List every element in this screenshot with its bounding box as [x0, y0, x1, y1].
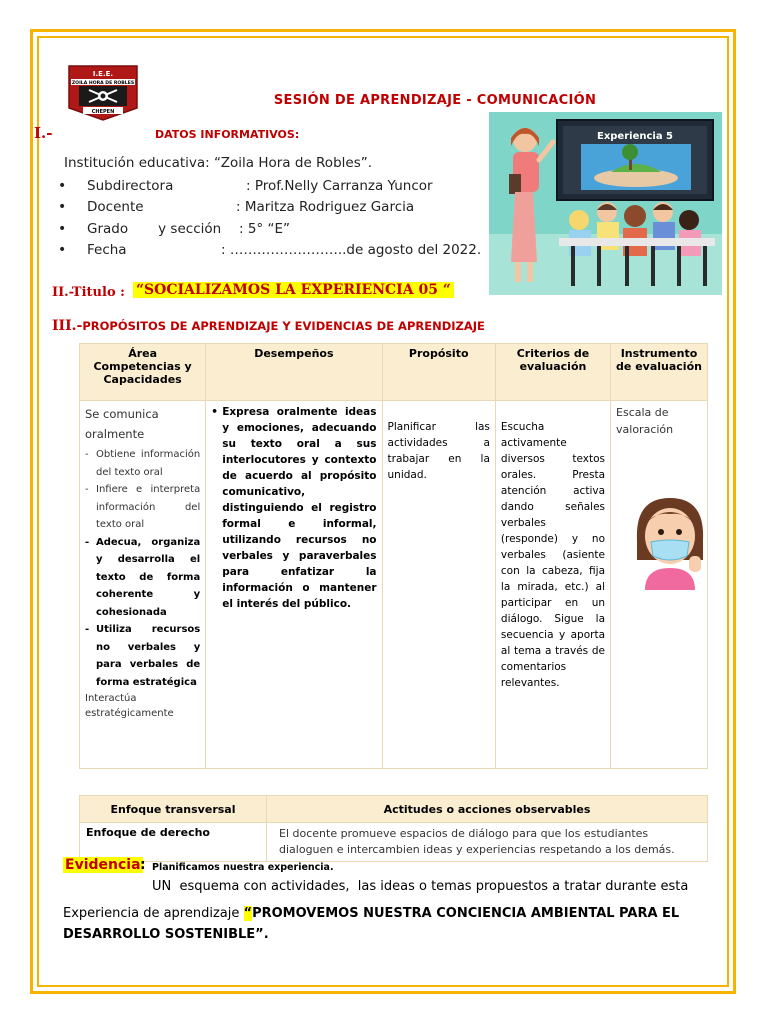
proposito-cell: [382, 401, 495, 769]
desempeno-item: • Expresa oralmente ideas y emociones, adecuando su texto oral a sus interlocutores y contexto de acuerdo al propósito comunicativo, distinguiendo el registro formal e informal, utilizando recursos no verbales y paraverbales para enfatizar la información o mantener el interés del público.: [211, 406, 377, 610]
table-header-cell: Desempeños: [206, 344, 382, 401]
section2-title: “SOCIALIZAMOS LA EXPERIENCIA 05 “: [133, 282, 454, 298]
table-header-row: [80, 344, 708, 401]
evidencia-experience: [63, 903, 713, 945]
table-header-cell: Criterios de evaluación: [495, 344, 610, 401]
info-row-value: : ……………………..de agosto del 2022.: [221, 242, 482, 258]
info-row-value: : 5° “E”: [239, 221, 290, 237]
purposes-table: [79, 343, 708, 769]
table-header-cell: Propósito: [382, 344, 495, 401]
evidencia-description: UN esquema con actividades, las ideas o temas propuestos a tratar durante esta: [152, 879, 689, 894]
info-row-label: Grado y sección: [87, 221, 222, 237]
experience-quote: “: [243, 906, 253, 921]
table-header-cell: Instrumento de evaluación: [611, 344, 708, 401]
proposito-text: Planificar las actividades a trabajar en la unidad.: [387, 421, 490, 481]
classroom-illustration: [489, 112, 722, 295]
evidencia-colon: :: [140, 857, 146, 873]
experience-prefix: Experiencia de aprendizaje: [63, 906, 244, 921]
logo-name-text: ZOILA HORA DE ROBLES: [71, 81, 135, 86]
table-header-cell: Área Competencias y Capacidades: [80, 344, 206, 401]
table-header-cell: Actitudes o acciones observables: [267, 796, 708, 823]
criterios-text: Escucha activamente diversos textos orales. Presta atención activa dando señales verbales (responde) y no verbales (asiente con la cabeza, fija la mirada, etc.) al participar en un diálogo. Sigue la secuencia y aporta al tema a través de comentarios relevantes.: [500, 421, 606, 689]
criterios-cell: [495, 401, 610, 769]
section1-number: I.-: [34, 124, 53, 142]
info-row-label: Docente: [87, 199, 144, 215]
info-row-label: Fecha: [87, 242, 127, 258]
competencias-cell: [80, 401, 206, 769]
student-mask-illustration: [625, 490, 715, 590]
table-row: [80, 401, 708, 769]
info-row-value: : Maritza Rodriguez Garcia: [236, 199, 415, 215]
evidencia-text: Planificamos nuestra experiencia.: [152, 862, 334, 873]
logo-top-text: I.E.E.: [92, 70, 114, 78]
table-header-row: [80, 796, 708, 823]
experience-title: PROMOVEMOS NUESTRA CONCIENCIA AMBIENTAL PARA EL DESARROLLO SOSTENIBLE”.: [63, 906, 680, 942]
desempenos-cell: [206, 401, 382, 769]
evidencia-label: Evidencia: [65, 857, 141, 873]
page-title: SESIÓN DE APRENDIZAJE - COMUNICACIÓN: [273, 93, 597, 108]
board-title: Experiencia 5: [596, 131, 674, 142]
school-logo: [67, 64, 139, 122]
logo-city-text: CHEPEN: [91, 109, 115, 115]
list-item: - Utiliza recursos no verbales y para verbales de forma estratégica: [85, 621, 200, 691]
section2-label: II.-Titulo :: [52, 285, 125, 300]
instrumento-text: Escala de valoración: [616, 406, 674, 436]
section1-label: DATOS INFORMATIVOS:: [155, 128, 300, 141]
section3-number: III.-: [52, 318, 83, 334]
competencia-text: Se comunica oralmente: [85, 407, 159, 441]
table-header-cell: Enfoque transversal: [80, 796, 267, 823]
list-item: - Obtiene información del texto oral: [85, 446, 200, 481]
info-row-value: : Prof.Nelly Carranza Yuncor: [246, 178, 433, 194]
list-item: - Infiere e interpreta información del texto oral: [85, 481, 200, 534]
table-row: [80, 823, 708, 862]
section3-heading: [52, 318, 485, 334]
enfoque-table: [79, 795, 708, 862]
desempeno-text: Expresa oralmente ideas y emociones, adecuando su texto oral a sus interlocutores y contexto de acuerdo al propósito comunicativo, distinguiendo el registro formal e informal, utilizando recursos no verbales y paraverbales para enfatizar la información o mantener el interés del público.: [222, 406, 377, 610]
section3-label: PROPÓSITOS DE APRENDIZAJE Y EVIDENCIAS DE APRENDIZAJE: [82, 319, 485, 333]
interactua-text: Interactúa estratégicamente: [85, 693, 174, 719]
capacidades-list: [85, 446, 200, 691]
info-row-label: Subdirectora: [87, 178, 174, 194]
institution-line: Institución educativa: “Zoila Hora de Robles”.: [64, 155, 373, 171]
list-item: - Adecua, organiza y desarrolla el texto de forma coherente y cohesionada: [85, 534, 200, 622]
enfoque-name: Enfoque de derecho: [80, 823, 267, 862]
enfoque-text: El docente promueve espacios de diálogo para que los estudiantes dialoguen e intercambien ideas y experiencias respetando a los demás.: [267, 823, 708, 862]
